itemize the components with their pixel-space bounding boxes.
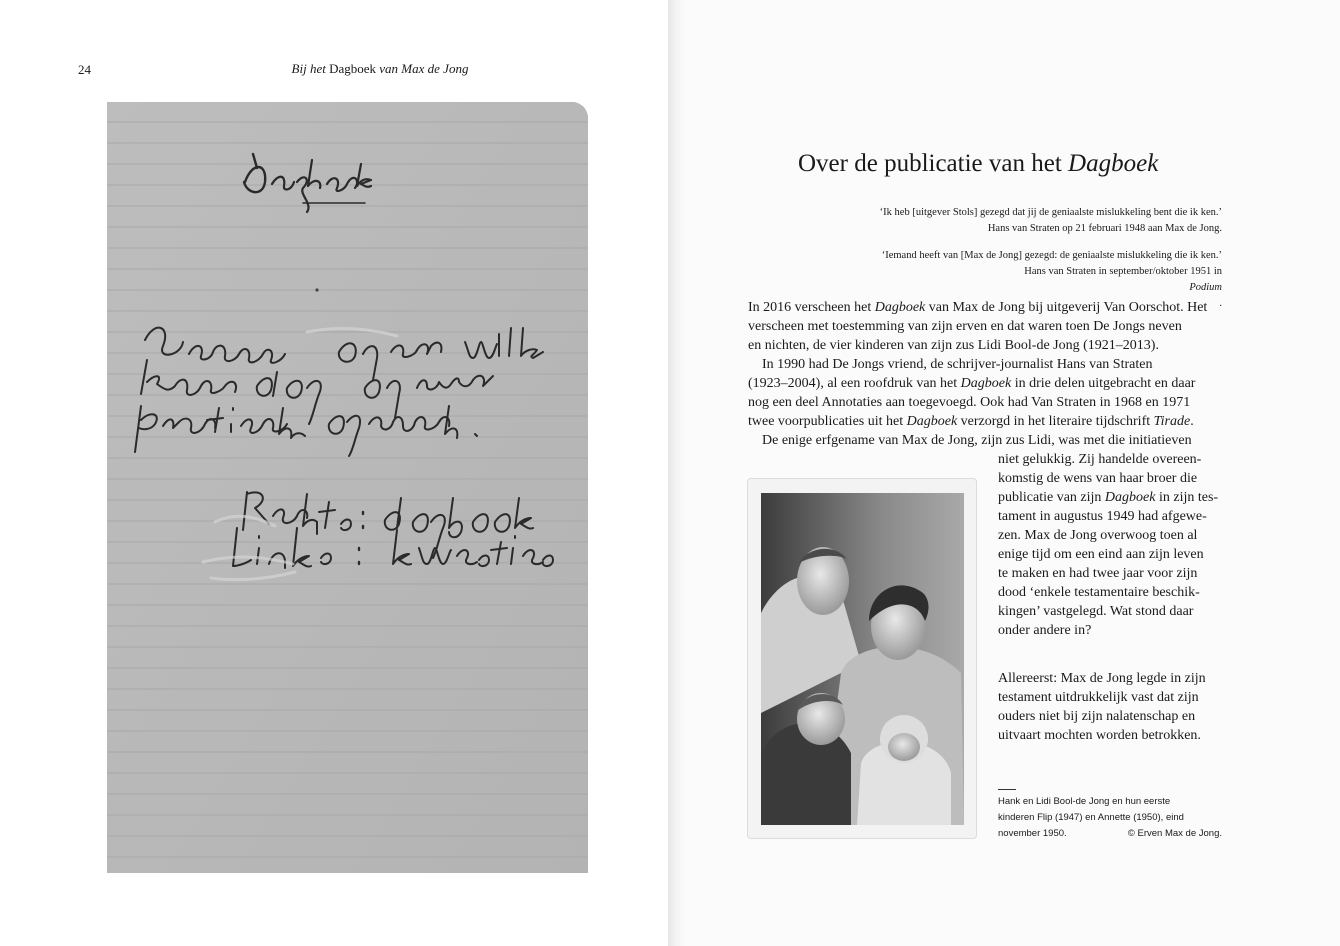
column-line — [998, 450, 1201, 469]
running-head — [220, 61, 540, 77]
epigraph-1 — [752, 205, 1222, 237]
body-text: kingen’ vastgelegd. Wat stond daar — [998, 604, 1194, 619]
photo-caption-line: kinderen Flip (1947) en Annette (1950), eind — [998, 812, 1184, 823]
column-line — [998, 583, 1200, 602]
body-italic: Tirade — [1153, 414, 1191, 429]
body-text: verscheen met toestemming van zijn erven en dat waren toen De Jongs neven — [748, 319, 1182, 334]
running-head-italic-1: Bij het — [291, 61, 330, 76]
body-text: twee voorpublicaties uit het — [748, 414, 907, 429]
body-text: niet gelukkig. Zij handelde overeen- — [998, 452, 1202, 467]
epigraph-1-quote: ‘Ik heb [uitgever Stols] gezegd dat jij de geniaalste mislukkeling bent die ik ken.’ — [879, 207, 1222, 218]
page-number: 24 — [78, 62, 91, 77]
body-text: verzorgd in het literaire tijdschrift — [957, 414, 1154, 429]
body-text: (1923–2004), al een roofdruk van het — [748, 376, 961, 391]
body-line — [748, 412, 1194, 431]
column-line — [998, 469, 1197, 488]
column-line — [998, 507, 1207, 526]
body-text: publicatie van zijn — [998, 490, 1105, 505]
body-line — [748, 317, 1182, 336]
body-line — [748, 336, 1159, 355]
body-text: De enige erfgename van Max de Jong, zijn zus Lidi, was met die initiatieven — [748, 433, 1192, 448]
body-line — [748, 298, 1207, 317]
column-line — [998, 545, 1204, 564]
body-text: dood ‘enkele testamentaire beschik- — [998, 585, 1200, 600]
body-italic: Dagboek — [874, 300, 926, 315]
epigraph-2-quote: ‘Iemand heeft van [Max de Jong] gezegd: de geniaalste mislukkeling die ik ken.’ — [881, 250, 1222, 261]
body-line — [748, 374, 1195, 393]
body-text: enige tijd om een eind aan zijn leven — [998, 547, 1204, 562]
column-line — [998, 488, 1218, 507]
body-italic: Dagboek — [960, 376, 1012, 391]
body-text: In 1990 had De Jongs vriend, de schrijver-journalist Hans van Straten — [748, 357, 1153, 372]
column-line — [998, 526, 1197, 545]
body-text: onder andere in? — [998, 623, 1092, 638]
column-line — [998, 602, 1193, 621]
body-text: zen. Max de Jong overwoog toen al — [998, 528, 1198, 543]
body-line — [748, 431, 1192, 450]
handwritten-notebook-page-icon — [107, 102, 588, 873]
column-line: ouders niet bij zijn nalatenschap en — [998, 709, 1196, 724]
body-text: in zijn tes- — [1155, 490, 1219, 505]
photo-caption-line: november 1950. — [998, 828, 1067, 839]
body-line — [748, 355, 1152, 374]
body-text: . — [1190, 414, 1194, 429]
photo-illustration — [761, 493, 964, 825]
notebook-scan — [107, 102, 588, 873]
epigraph-1-source: Hans van Straten op 21 februari 1948 aan Max de Jong. — [987, 223, 1222, 234]
family-photo-icon — [761, 493, 964, 825]
book-gutter — [668, 0, 686, 946]
left-page — [0, 0, 668, 946]
epigraph-2-source-suffix: . — [1219, 298, 1222, 309]
column-line: Allereerst: Max de Jong legde in zijn — [998, 671, 1206, 686]
chapter-title-roman: Over de publicatie van het — [798, 150, 1069, 177]
column-line — [998, 621, 1091, 640]
running-head-roman: Dagboek — [329, 61, 377, 76]
photo-credit: © Erven Max de Jong. — [1127, 828, 1222, 839]
column-line: testament uitdrukkelijk vast dat zijn — [998, 690, 1199, 705]
body-text: in drie delen uitgebracht en daar — [1011, 376, 1196, 391]
body-italic: Dagboek — [1104, 490, 1156, 505]
column-line: uitvaart mochten worden betrokken. — [998, 728, 1201, 743]
body-italic: Dagboek — [906, 414, 958, 429]
body-text: In 2016 verscheen het — [748, 300, 875, 315]
column-line — [998, 564, 1197, 583]
chapter-title — [798, 150, 1218, 178]
body-text: te maken en had twee jaar voor zijn — [998, 566, 1198, 581]
body-line — [748, 393, 1190, 412]
body-text: van Max de Jong bij uitgeverij Van Oorschot. Het — [925, 300, 1208, 315]
body-text: tament in augustus 1949 had afgewe- — [998, 509, 1207, 524]
chapter-title-italic: Dagboek — [1068, 150, 1159, 177]
epigraph-2-source-italic: Podium — [1189, 282, 1222, 293]
caption-rule — [998, 789, 1016, 790]
body-text: komstig de wens van haar broer die — [998, 471, 1198, 486]
body-text: nog een deel Annotaties aan toegevoegd. Ook had Van Straten in 1968 en 1971 — [748, 395, 1191, 410]
body-text: en nichten, de vier kinderen van zijn zus Lidi Bool-de Jong (1921–2013). — [748, 338, 1159, 353]
epigraph-2-source-prefix: Hans van Straten in september/oktober 1951 in — [1024, 266, 1222, 277]
photo-caption-line: Hank en Lidi Bool-de Jong en hun eerste — [998, 796, 1171, 807]
running-head-italic-2: van Max de Jong — [376, 61, 469, 76]
